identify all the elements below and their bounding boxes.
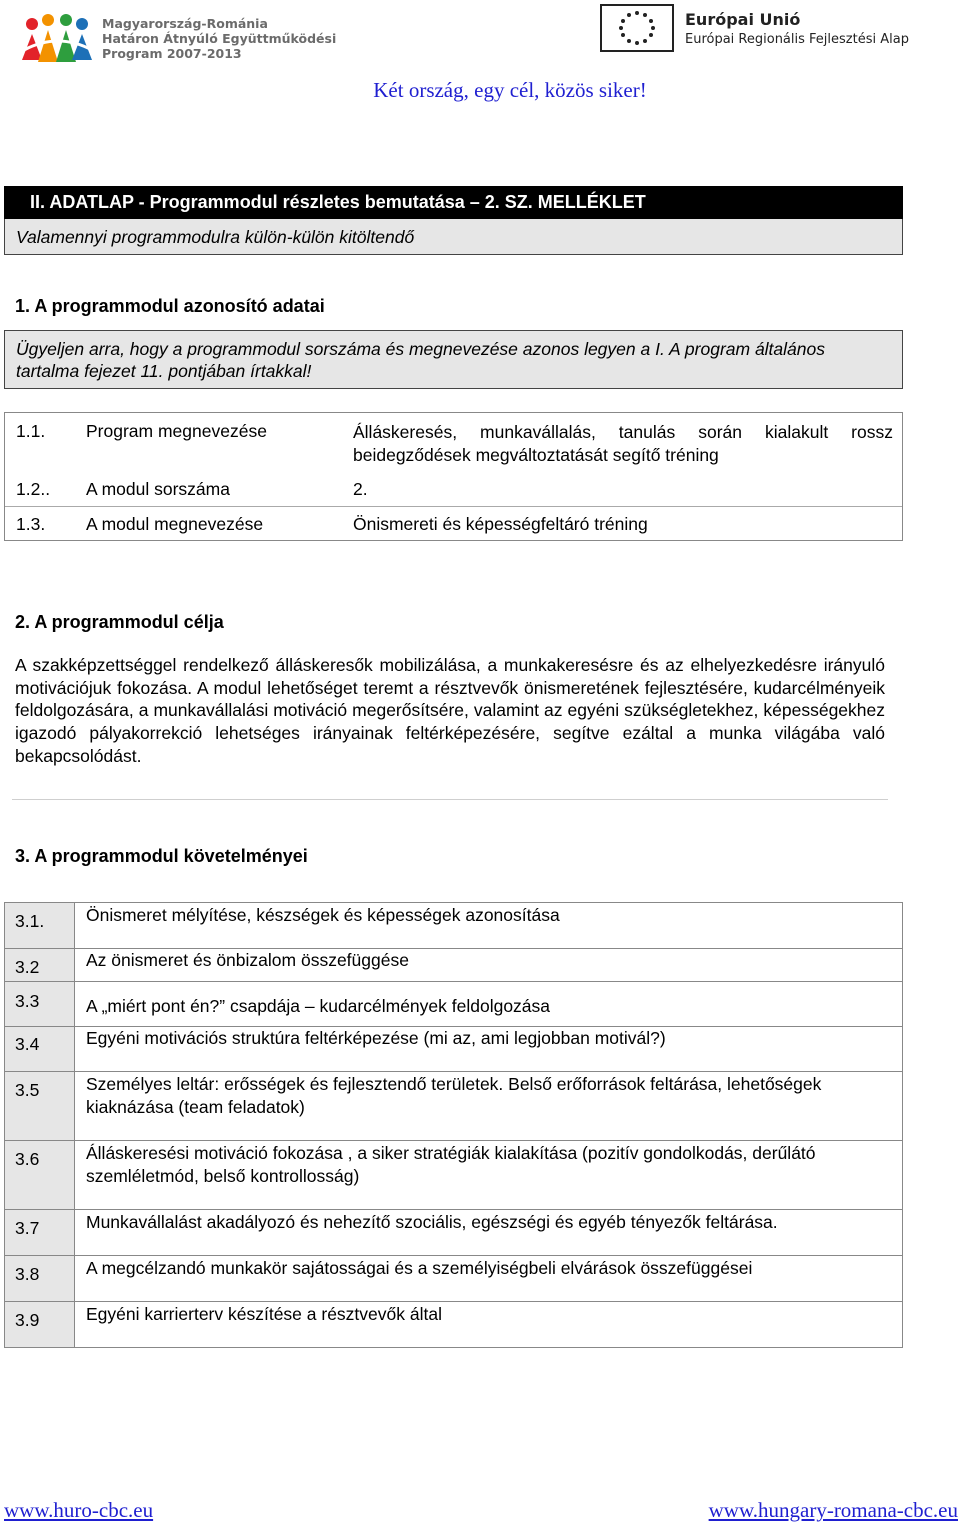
row-1-num: 1.1. — [16, 421, 46, 441]
req-num-7: 3.7 — [15, 1218, 40, 1238]
logo-line-3: Program 2007-2013 — [102, 46, 242, 61]
sheet-title: II. ADATLAP - Programmodul részletes bemutatása – 2. SZ. MELLÉKLET — [4, 186, 903, 219]
req-text-6: Álláskeresési motiváció fokozása , a siker stratégiák kialakítása (pozitív gondolkodás, derűlátó szemléletmód, belső kontrollosság) — [86, 1143, 816, 1186]
eu-flag-icon — [600, 4, 674, 52]
table-divider — [5, 1071, 902, 1072]
program-logo-people-icon — [20, 10, 96, 66]
row-3-label: A modul megnevezése — [86, 514, 264, 534]
req-num-3: 3.3 — [15, 991, 40, 1011]
sheet-subtitle: Valamennyi programmodulra külön-külön kitöltendő — [4, 219, 903, 255]
section2-text: A szakképzettséggel rendelkező álláskeresők mobilizálása, a munkakeresésre és az elhelyezkedésre irányuló motivációjuk fokozása. A modul lehetőséget teremt a résztvevők önismeretének fejlesztésére, kudarcélményeik feldolgozására, a munkavállalási motiváció megerősítsére, valamint az egyéni szükségletekhez, képességekhez igazodó pályakorrekció lehetséges irányainak feltérképezésére, segítve ezáltal a munka világába való bekapcsolódást. — [15, 655, 885, 766]
req-num-6: 3.6 — [15, 1149, 40, 1169]
eu-subtitle: Európai Regionális Fejlesztési Alap — [685, 32, 909, 47]
table-divider — [5, 1209, 902, 1210]
logo-line-1: Magyarország-Románia — [102, 16, 268, 31]
footer-link-huro[interactable]: www.huro-cbc.eu — [4, 1498, 154, 1522]
table-divider — [5, 981, 902, 982]
row-3-num: 1.3. — [16, 514, 46, 534]
section3-heading: 3. A programmodul követelményei — [15, 846, 308, 866]
req-text-5: Személyes leltár: erősségek és fejlesztendő területek. Belső erőforrások feltárása, lehetőségek kiaknázása (team feladatok) — [86, 1074, 822, 1117]
program-logo — [20, 10, 337, 66]
section2-heading: 2. A programmodul célja — [15, 612, 224, 632]
req-num-8: 3.8 — [15, 1264, 40, 1284]
row-2-label: A modul sorszáma — [86, 479, 230, 499]
eu-title: Európai Unió — [685, 10, 801, 29]
req-num-9: 3.9 — [15, 1310, 40, 1330]
motto: Két ország, egy cél, közös siker! — [373, 78, 647, 102]
row-2-value: 2. — [353, 479, 368, 499]
req-num-2: 3.2 — [15, 957, 40, 977]
separator-line — [12, 799, 888, 800]
row-1-value: Álláskeresés, munkavállalás, tanulás során kialakult rossz beidegződések megváltoztatását segítő tréning — [353, 422, 893, 465]
requirements-table — [4, 902, 903, 1348]
req-text-3: A „miért pont én?” csapdája – kudarcélmények feldolgozása — [86, 996, 551, 1016]
table-divider — [5, 1140, 902, 1141]
req-text-8: A megcélzandó munkakör sajátosságai és a személyiségbeli elvárások összefüggései — [86, 1258, 753, 1278]
logo-line-2: Határon Átnyúló Együttműködési — [102, 31, 337, 46]
table-divider — [5, 506, 902, 507]
req-text-2: Az önismeret és önbizalom összefüggése — [86, 950, 409, 970]
row-2-num: 1.2.. — [16, 479, 51, 499]
req-num-5: 3.5 — [15, 1080, 40, 1100]
row-1-label: Program megnevezése — [86, 421, 267, 441]
identification-table — [4, 412, 903, 541]
section1-heading: 1. A programmodul azonosító adatai — [15, 296, 325, 316]
row-3-value: Önismereti és képességfeltáró tréning — [353, 514, 648, 534]
req-num-1: 3.1. — [15, 911, 45, 931]
section1-notice: Ügyeljen arra, hogy a programmodul sorszáma és megnevezése azonos legyen a I. A program általános tartalma fejezet 11. pontjában írtakkal! — [4, 330, 903, 389]
footer-link-hungary-romania[interactable]: www.hungary-romana-cbc.eu — [708, 1498, 958, 1522]
table-divider — [5, 1255, 902, 1256]
req-text-7: Munkavállalást akadályozó és nehezítő szociális, egészségi és egyéb tényezők feltárása. — [86, 1212, 778, 1232]
req-text-4: Egyéni motivációs struktúra feltérképezése (mi az, ami legjobban motivál?) — [86, 1028, 666, 1048]
req-num-4: 3.4 — [15, 1034, 40, 1054]
table-divider — [5, 1301, 902, 1302]
req-text-1: Önismeret mélyítése, készségek és képességek azonosítása — [86, 905, 560, 925]
req-text-9: Egyéni karrierterv készítése a résztvevők által — [86, 1304, 442, 1324]
